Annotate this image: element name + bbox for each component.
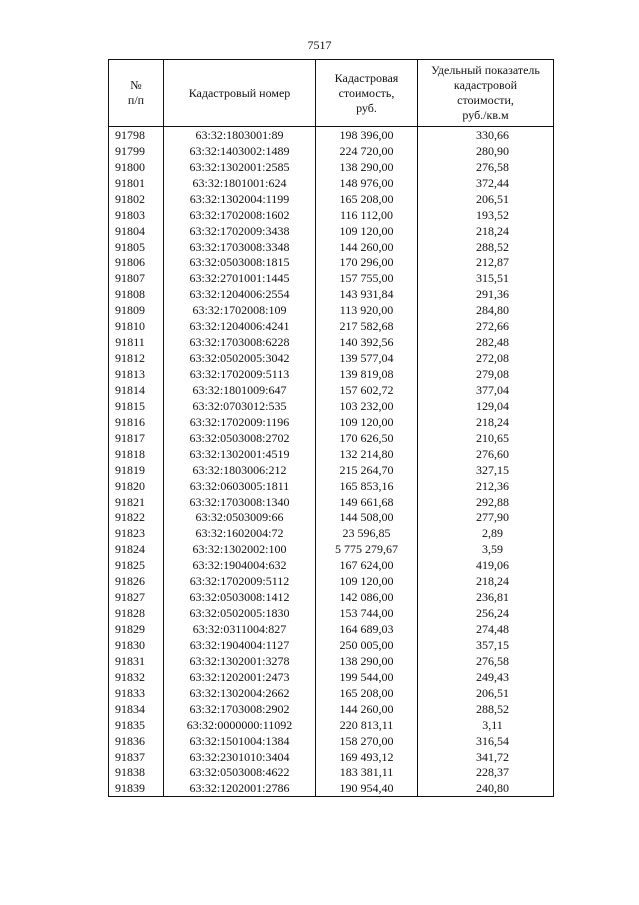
- cadastral-number: 63:32:1702008:109: [164, 302, 316, 318]
- specific-value: 206,51: [418, 685, 554, 701]
- table-row: [109, 749, 554, 765]
- cadastral-value: 190 954,40: [316, 780, 418, 796]
- cadastral-value: 138 290,00: [316, 159, 418, 175]
- cadastral-number: 63:32:0502005:3042: [164, 350, 316, 366]
- row-number: 91801: [109, 175, 164, 191]
- cadastral-value: 199 544,00: [316, 669, 418, 685]
- table-row: [109, 733, 554, 749]
- cadastral-number: 63:32:2701001:1445: [164, 270, 316, 286]
- specific-value: 341,72: [418, 749, 554, 765]
- row-number: 91839: [109, 780, 164, 796]
- table-row: [109, 541, 554, 557]
- cadastral-value: 250 005,00: [316, 637, 418, 653]
- cadastral-number: 63:32:1702009:5113: [164, 366, 316, 382]
- specific-value: 282,48: [418, 334, 554, 350]
- row-number: 91837: [109, 749, 164, 765]
- cadastral-number: 63:32:1702009:1196: [164, 414, 316, 430]
- table-row: [109, 143, 554, 159]
- cadastral-number: 63:32:1302001:3278: [164, 653, 316, 669]
- specific-value: 330,66: [418, 127, 554, 143]
- row-number: 91819: [109, 462, 164, 478]
- table-row: [109, 207, 554, 223]
- row-number: 91800: [109, 159, 164, 175]
- cadastral-number: 63:32:1202001:2786: [164, 780, 316, 796]
- specific-value: 129,04: [418, 398, 554, 414]
- cadastral-number: 63:32:1801001:624: [164, 175, 316, 191]
- cadastral-value: 165 853,16: [316, 478, 418, 494]
- cadastral-value: 144 260,00: [316, 239, 418, 255]
- specific-value: 272,08: [418, 350, 554, 366]
- specific-value: 272,66: [418, 318, 554, 334]
- cadastral-number: 63:32:1801009:647: [164, 382, 316, 398]
- cadastral-number: 63:32:0502005:1830: [164, 605, 316, 621]
- specific-value: 276,60: [418, 446, 554, 462]
- cadastral-number: 63:32:1403002:1489: [164, 143, 316, 159]
- row-number: 91815: [109, 398, 164, 414]
- row-number: 91835: [109, 717, 164, 733]
- table-row: [109, 462, 554, 478]
- cadastral-number: 63:32:1302004:2662: [164, 685, 316, 701]
- specific-value: 218,24: [418, 223, 554, 239]
- specific-value: 218,24: [418, 573, 554, 589]
- cadastral-number: 63:32:0503008:4622: [164, 765, 316, 781]
- cadastral-value: 157 755,00: [316, 270, 418, 286]
- specific-value: 2,89: [418, 525, 554, 541]
- table-row: [109, 175, 554, 191]
- specific-value: 256,24: [418, 605, 554, 621]
- cadastral-value: 157 602,72: [316, 382, 418, 398]
- specific-value: 377,04: [418, 382, 554, 398]
- cadastral-value-table: [108, 59, 554, 797]
- cadastral-number: 63:32:1302002:100: [164, 541, 316, 557]
- specific-value: 206,51: [418, 191, 554, 207]
- specific-value: 3,11: [418, 717, 554, 733]
- row-number: 91831: [109, 653, 164, 669]
- cadastral-value: 165 208,00: [316, 191, 418, 207]
- table-row: [109, 286, 554, 302]
- table-row: [109, 621, 554, 637]
- specific-value: 3,59: [418, 541, 554, 557]
- row-number: 91823: [109, 525, 164, 541]
- row-number: 91834: [109, 701, 164, 717]
- cadastral-value: 153 744,00: [316, 605, 418, 621]
- cadastral-value: 144 508,00: [316, 510, 418, 526]
- cadastral-number: 63:32:0503008:1412: [164, 589, 316, 605]
- table-row: [109, 302, 554, 318]
- specific-value: 288,52: [418, 239, 554, 255]
- cadastral-number: 63:32:1204006:4241: [164, 318, 316, 334]
- table-row: [109, 478, 554, 494]
- cadastral-number: 63:32:1803006:212: [164, 462, 316, 478]
- cadastral-value: 170 626,50: [316, 430, 418, 446]
- cadastral-number: 63:32:0503008:2702: [164, 430, 316, 446]
- row-number: 91798: [109, 127, 164, 143]
- cadastral-number: 63:32:0311004:827: [164, 621, 316, 637]
- cadastral-value: 170 296,00: [316, 255, 418, 271]
- table-row: [109, 605, 554, 621]
- cadastral-value: 142 086,00: [316, 589, 418, 605]
- cadastral-number: 63:32:0503008:1815: [164, 255, 316, 271]
- specific-value: 419,06: [418, 557, 554, 573]
- table-row: [109, 780, 554, 796]
- row-number: 91814: [109, 382, 164, 398]
- row-number: 91826: [109, 573, 164, 589]
- row-number: 91833: [109, 685, 164, 701]
- cadastral-value: 139 819,08: [316, 366, 418, 382]
- cadastral-value: 23 596,85: [316, 525, 418, 541]
- row-number: 91830: [109, 637, 164, 653]
- cadastral-number: 63:32:0000000:11092: [164, 717, 316, 733]
- specific-value: 288,52: [418, 701, 554, 717]
- cadastral-number: 63:32:1702009:5112: [164, 573, 316, 589]
- row-number: 91799: [109, 143, 164, 159]
- row-number: 91805: [109, 239, 164, 255]
- cadastral-number: 63:32:1302004:1199: [164, 191, 316, 207]
- table-row: [109, 717, 554, 733]
- row-number: 91802: [109, 191, 164, 207]
- specific-value: 316,54: [418, 733, 554, 749]
- cadastral-number: 63:32:1501004:1384: [164, 733, 316, 749]
- cadastral-value: 167 624,00: [316, 557, 418, 573]
- cadastral-number: 63:32:1202001:2473: [164, 669, 316, 685]
- specific-value: 327,15: [418, 462, 554, 478]
- specific-value: 276,58: [418, 653, 554, 669]
- row-number: 91810: [109, 318, 164, 334]
- cadastral-number: 63:32:1302001:4519: [164, 446, 316, 462]
- header-cadastral-number: Кадастровый номер: [164, 60, 316, 127]
- cadastral-value: 132 214,80: [316, 446, 418, 462]
- table-row: [109, 334, 554, 350]
- table-row: [109, 701, 554, 717]
- cadastral-value: 144 260,00: [316, 701, 418, 717]
- cadastral-number: 63:32:1702009:3438: [164, 223, 316, 239]
- cadastral-number: 63:32:1602004:72: [164, 525, 316, 541]
- cadastral-value: 109 120,00: [316, 573, 418, 589]
- header-row-number: № п/п: [109, 60, 164, 127]
- row-number: 91812: [109, 350, 164, 366]
- cadastral-number: 63:32:1703008:1340: [164, 494, 316, 510]
- cadastral-value: 109 120,00: [316, 414, 418, 430]
- table-row: [109, 589, 554, 605]
- table-row: [109, 669, 554, 685]
- table-row: [109, 191, 554, 207]
- row-number: 91817: [109, 430, 164, 446]
- row-number: 91804: [109, 223, 164, 239]
- specific-value: 212,87: [418, 255, 554, 271]
- row-number: 91806: [109, 255, 164, 271]
- specific-value: 212,36: [418, 478, 554, 494]
- table-row: [109, 366, 554, 382]
- table-row: [109, 573, 554, 589]
- specific-value: 280,90: [418, 143, 554, 159]
- table-row: [109, 765, 554, 781]
- cadastral-value: 5 775 279,67: [316, 541, 418, 557]
- header-row: [109, 60, 554, 127]
- specific-value: 210,65: [418, 430, 554, 446]
- cadastral-number: 63:32:2301010:3404: [164, 749, 316, 765]
- cadastral-value: 148 976,00: [316, 175, 418, 191]
- specific-value: 218,24: [418, 414, 554, 430]
- table-row: [109, 446, 554, 462]
- row-number: 91820: [109, 478, 164, 494]
- header-cadastral-value: Кадастровая стоимость, руб.: [316, 60, 418, 127]
- table-row: [109, 159, 554, 175]
- table-row: [109, 398, 554, 414]
- table-body: [109, 127, 554, 797]
- cadastral-number: 63:32:1703008:2902: [164, 701, 316, 717]
- row-number: 91829: [109, 621, 164, 637]
- table-row: [109, 127, 554, 143]
- cadastral-number: 63:32:0703012:535: [164, 398, 316, 414]
- cadastral-number: 63:32:1703008:3348: [164, 239, 316, 255]
- specific-value: 279,08: [418, 366, 554, 382]
- row-number: 91836: [109, 733, 164, 749]
- row-number: 91807: [109, 270, 164, 286]
- cadastral-value: 103 232,00: [316, 398, 418, 414]
- cadastral-value: 149 661,68: [316, 494, 418, 510]
- cadastral-number: 63:32:1904004:1127: [164, 637, 316, 653]
- table-row: [109, 350, 554, 366]
- cadastral-number: 63:32:1904004:632: [164, 557, 316, 573]
- row-number: 91827: [109, 589, 164, 605]
- cadastral-value: 158 270,00: [316, 733, 418, 749]
- specific-value: 249,43: [418, 669, 554, 685]
- cadastral-value: 143 931,84: [316, 286, 418, 302]
- table-row: [109, 494, 554, 510]
- cadastral-value: 220 813,11: [316, 717, 418, 733]
- table-row: [109, 270, 554, 286]
- specific-value: 236,81: [418, 589, 554, 605]
- table-row: [109, 414, 554, 430]
- cadastral-value: 217 582,68: [316, 318, 418, 334]
- table-row: [109, 430, 554, 446]
- row-number: 91822: [109, 510, 164, 526]
- row-number: 91813: [109, 366, 164, 382]
- specific-value: 357,15: [418, 637, 554, 653]
- table-row: [109, 223, 554, 239]
- cadastral-number: 63:32:1803001:89: [164, 127, 316, 143]
- row-number: 91832: [109, 669, 164, 685]
- table-row: [109, 510, 554, 526]
- table-row: [109, 318, 554, 334]
- row-number: 91838: [109, 765, 164, 781]
- row-number: 91825: [109, 557, 164, 573]
- cadastral-value: 183 381,11: [316, 765, 418, 781]
- specific-value: 274,48: [418, 621, 554, 637]
- specific-value: 291,36: [418, 286, 554, 302]
- table-row: [109, 653, 554, 669]
- specific-value: 284,80: [418, 302, 554, 318]
- cadastral-number: 63:32:1204006:2554: [164, 286, 316, 302]
- page-number: 7517: [307, 38, 332, 52]
- specific-value: 292,88: [418, 494, 554, 510]
- specific-value: 276,58: [418, 159, 554, 175]
- cadastral-number: 63:32:0603005:1811: [164, 478, 316, 494]
- specific-value: 372,44: [418, 175, 554, 191]
- cadastral-value: 109 120,00: [316, 223, 418, 239]
- row-number: 91821: [109, 494, 164, 510]
- specific-value: 315,51: [418, 270, 554, 286]
- specific-value: 240,80: [418, 780, 554, 796]
- row-number: 91803: [109, 207, 164, 223]
- header-specific-value: Удельный показатель кадастровой стоимости, руб./кв.м: [418, 60, 554, 127]
- table-row: [109, 685, 554, 701]
- cadastral-number: 63:32:1302001:2585: [164, 159, 316, 175]
- table-row: [109, 382, 554, 398]
- row-number: 91818: [109, 446, 164, 462]
- table-row: [109, 239, 554, 255]
- row-number: 91816: [109, 414, 164, 430]
- cadastral-number: 63:32:1703008:6228: [164, 334, 316, 350]
- cadastral-value: 113 920,00: [316, 302, 418, 318]
- specific-value: 193,52: [418, 207, 554, 223]
- cadastral-value: 164 689,03: [316, 621, 418, 637]
- row-number: 91809: [109, 302, 164, 318]
- table-row: [109, 525, 554, 541]
- table-row: [109, 255, 554, 271]
- cadastral-value: 140 392,56: [316, 334, 418, 350]
- specific-value: 277,90: [418, 510, 554, 526]
- cadastral-value: 138 290,00: [316, 653, 418, 669]
- cadastral-number: 63:32:1702008:1602: [164, 207, 316, 223]
- cadastral-number: 63:32:0503009:66: [164, 510, 316, 526]
- cadastral-value: 165 208,00: [316, 685, 418, 701]
- cadastral-value: 198 396,00: [316, 127, 418, 143]
- table-header: [109, 60, 554, 127]
- row-number: 91811: [109, 334, 164, 350]
- row-number: 91824: [109, 541, 164, 557]
- cadastral-value: 139 577,04: [316, 350, 418, 366]
- cadastral-value: 169 493,12: [316, 749, 418, 765]
- row-number: 91808: [109, 286, 164, 302]
- table-row: [109, 637, 554, 653]
- cadastral-value: 224 720,00: [316, 143, 418, 159]
- cadastral-value: 116 112,00: [316, 207, 418, 223]
- specific-value: 228,37: [418, 765, 554, 781]
- cadastral-value: 215 264,70: [316, 462, 418, 478]
- table-row: [109, 557, 554, 573]
- row-number: 91828: [109, 605, 164, 621]
